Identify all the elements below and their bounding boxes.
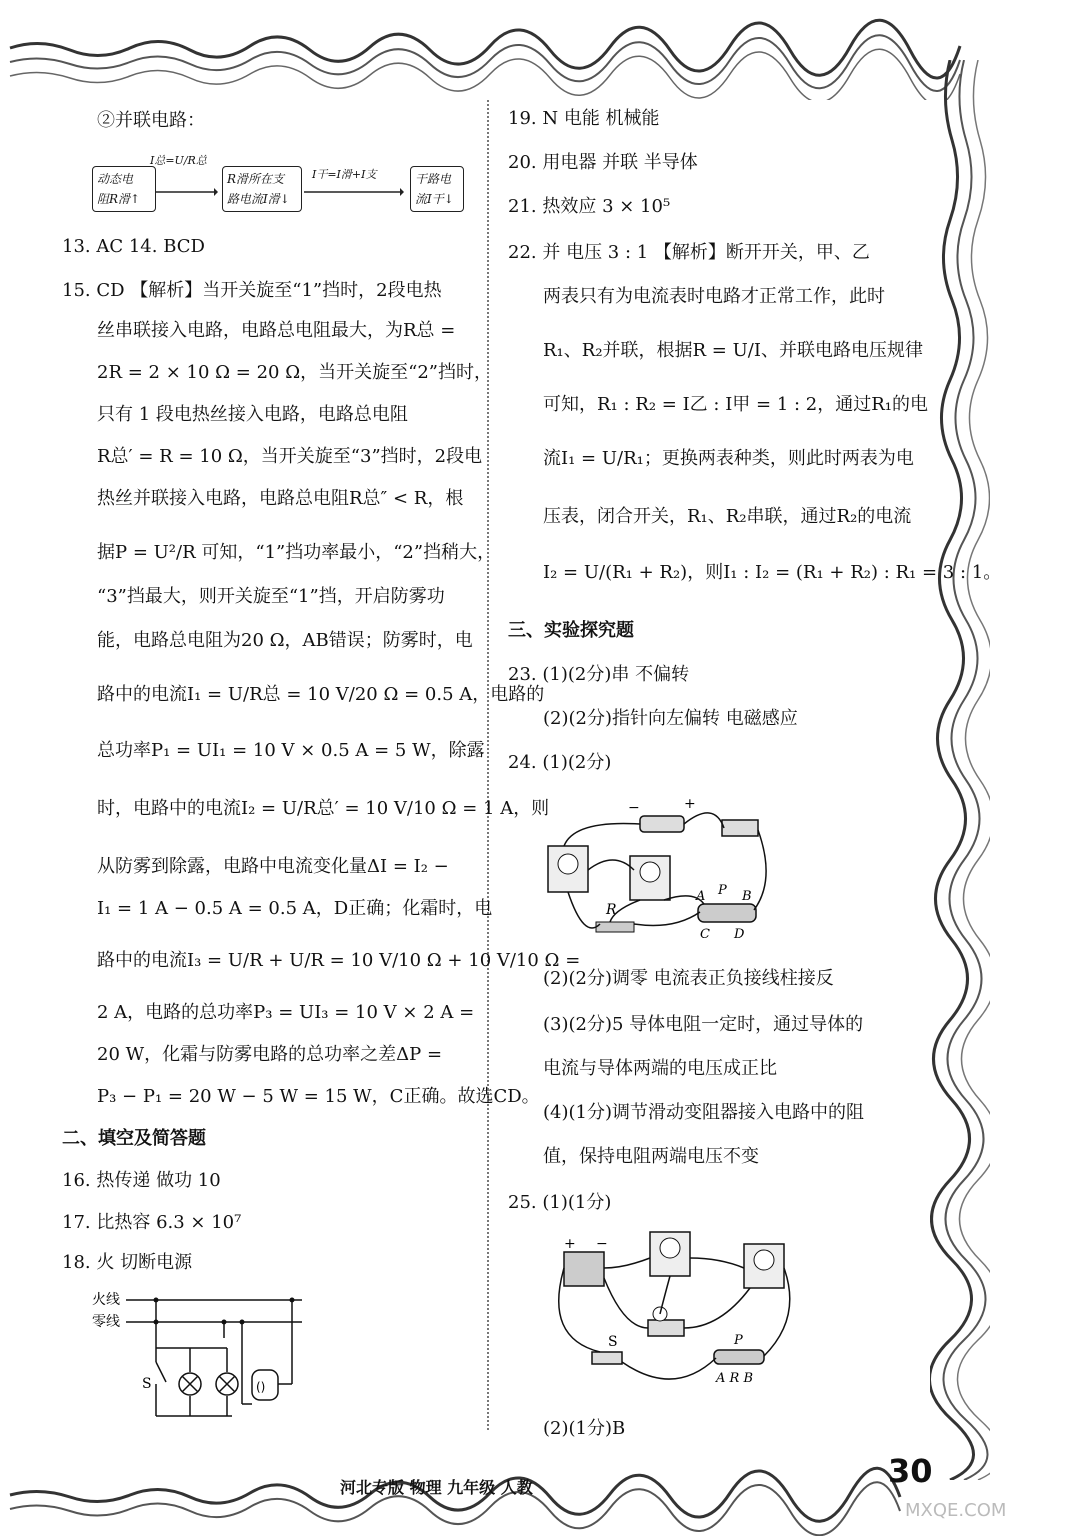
svg-text:R: R — [606, 902, 617, 918]
answer-15-line: R总′ = R = 10 Ω，当开关旋至“3”挡时，2段电 — [97, 446, 483, 467]
answer-15-line: 能，电路总电阻为20 Ω，AB错误；防雾时，电 — [97, 630, 473, 651]
answer-15-line: 2 A，电路的总功率P₃ = UI₃ = 10 V × 2 A = — [97, 1002, 475, 1023]
parallel-circuit-heading: ②并联电路： — [97, 110, 205, 131]
answer-22-line: I₂ = U/(R₁ + R₂)，则I₁ : I₂ = (R₁ + R₂) : R₁ = 3 : 1。 — [543, 562, 1002, 583]
answer-15-line: 2R = 2 × 10 Ω = 20 Ω，当开关旋至“2”挡时， — [97, 362, 492, 383]
svg-text:+: + — [564, 1236, 576, 1252]
answer-22-line: 22. 并 电压 3 : 1 【解析】断开开关，甲、乙 — [508, 242, 870, 263]
svg-text:P: P — [718, 883, 727, 898]
answer-23-2: (2)(2分)指针向左偏转 电磁感应 — [543, 708, 798, 729]
experiment-24-circuit — [544, 790, 774, 950]
svg-text:P: P — [734, 1333, 743, 1348]
answer-24-3: (3)(2分)5 导体电阻一定时，通过导体的 — [543, 1014, 864, 1035]
svg-text:C: C — [700, 927, 710, 942]
answer-22-line: R₁、R₂并联，根据R = U/I、并联电路电压规律 — [543, 340, 923, 361]
answer-22-line: 两表只有为电流表时电路才正常工作，此时 — [543, 286, 885, 307]
answer-16: 16. 热传递 做功 10 — [62, 1170, 221, 1191]
right-column — [508, 100, 1002, 1440]
answer-15-line: 热丝并联接入电路，电路总电阻R总″ < R，根 — [97, 488, 464, 509]
svg-text:−: − — [628, 800, 640, 816]
answer-18: 18. 火 切断电源 — [62, 1252, 193, 1273]
svg-text:−: − — [596, 1236, 608, 1252]
svg-text:(): () — [256, 1380, 266, 1394]
flow-arrow-1-label: I总=U/R总 — [150, 154, 207, 167]
svg-text:+: + — [684, 796, 696, 812]
answer-24-3-cont: 电流与导体两端的电压成正比 — [543, 1058, 777, 1079]
flow-box-main-current: 干路电 流I干↓ — [410, 166, 464, 212]
flow-arrow-2 — [304, 148, 404, 218]
answer-24-4-cont: 值，保持电阻两端电压不变 — [543, 1146, 759, 1167]
answer-13-14: 13. AC 14. BCD — [62, 236, 205, 257]
answer-17: 17. 比热容 6.3 × 10⁷ — [62, 1212, 242, 1233]
answer-15-line: 从防雾到除露，电路中电流变化量ΔI = I₂ − — [97, 856, 449, 877]
page-number: 30 — [888, 1452, 933, 1490]
live-wire-label: 火线 — [92, 1292, 120, 1308]
answer-23-1: 23. (1)(2分)串 不偏转 — [508, 664, 690, 685]
reasoning-flowchart — [92, 148, 472, 228]
switch-label: S — [142, 1376, 152, 1392]
household-circuit-diagram — [92, 1288, 332, 1428]
answer-15-line: 路中的电流I₁ = U/R总 = 10 V/20 Ω = 0.5 A，电路的 — [97, 684, 545, 705]
right-border-decoration — [930, 60, 990, 1480]
footer-text: 河北专版 物理 九年级 人教 — [340, 1478, 533, 1497]
answer-22-line: 流I₁ = U/R₁；更换两表种类，则此时两表为电 — [543, 448, 914, 469]
answer-20: 20. 用电器 并联 半导体 — [508, 152, 698, 173]
answer-15-line: 时，电路中的电流I₂ = U/R总′ = 10 V/10 Ω = 1 A，则 — [97, 798, 550, 819]
answer-15-line: 路中的电流I₃ = U/R + U/R = 10 V/10 Ω + 10 V/10 Ω = — [97, 950, 581, 971]
experiment-25-circuit — [544, 1228, 804, 1408]
answer-15-line: 总功率P₁ = UI₁ = 10 V × 0.5 A = 5 W，除露 — [97, 740, 485, 761]
answer-22-line: 可知，R₁ : R₂ = I乙 : I甲 = 1 : 2，通过R₁的电 — [543, 394, 929, 415]
watermark: MXQE.COM — [905, 1500, 1007, 1521]
answer-24-4: (4)(1分)调节滑动变阻器接入电路中的阻 — [543, 1102, 864, 1123]
flow-box-variable-resistor: 动态电 阻R滑↑ — [92, 166, 156, 212]
svg-text:B: B — [742, 889, 752, 904]
answer-22-line: 压表，闭合开关，R₁、R₂串联，通过R₂的电流 — [543, 506, 912, 527]
answer-15-line: I₁ = 1 A − 0.5 A = 0.5 A，D正确；化霜时，电 — [97, 898, 493, 919]
flow-box-branch-current: R滑所在支 路电流I滑↓ — [222, 166, 302, 212]
svg-text:A: A — [696, 889, 706, 904]
answer-15-line: P₃ − P₁ = 20 W − 5 W = 15 W，C正确。故选CD。 — [97, 1086, 540, 1107]
answer-21: 21. 热效应 3 × 10⁵ — [508, 196, 671, 217]
answer-15-line: “3”挡最大，则开关旋至“1”挡，开启防雾功 — [97, 586, 445, 607]
svg-text:A R B: A R B — [716, 1371, 753, 1386]
section-2-heading: 二、填空及简答题 — [62, 1128, 206, 1149]
top-border-decoration — [0, 0, 1072, 100]
answer-25-1: 25. (1)(1分) — [508, 1192, 612, 1213]
neutral-wire-label: 零线 — [92, 1314, 120, 1330]
svg-text:D: D — [734, 927, 745, 942]
answer-24-1: 24. (1)(2分) — [508, 752, 612, 773]
answer-15-line: 20 W，化霜与防雾电路的总功率之差ΔP = — [97, 1044, 443, 1065]
answer-15-line: 只有 1 段电热丝接入电路，电路总电阻 — [97, 404, 408, 425]
answer-15-line: 丝串联接入电路，电路总电阻最大，为R总 = — [97, 320, 456, 341]
answer-15-line: 据P = U²/R 可知，“1”挡功率最小，“2”挡稍大， — [97, 542, 496, 563]
answer-19: 19. N 电能 机械能 — [508, 108, 660, 129]
section-3-heading: 三、实验探究题 — [508, 620, 634, 641]
column-divider — [487, 100, 489, 1430]
flow-arrow-2-label: I干=I滑+I支 — [312, 168, 377, 181]
answer-15-line: 15. CD 【解析】当开关旋至“1”挡时，2段电热 — [62, 280, 442, 301]
answer-24-2: (2)(2分)调零 电流表正负接线柱接反 — [543, 968, 834, 989]
svg-text:S: S — [608, 1334, 618, 1350]
answer-25-2: (2)(1分)B — [543, 1418, 626, 1439]
